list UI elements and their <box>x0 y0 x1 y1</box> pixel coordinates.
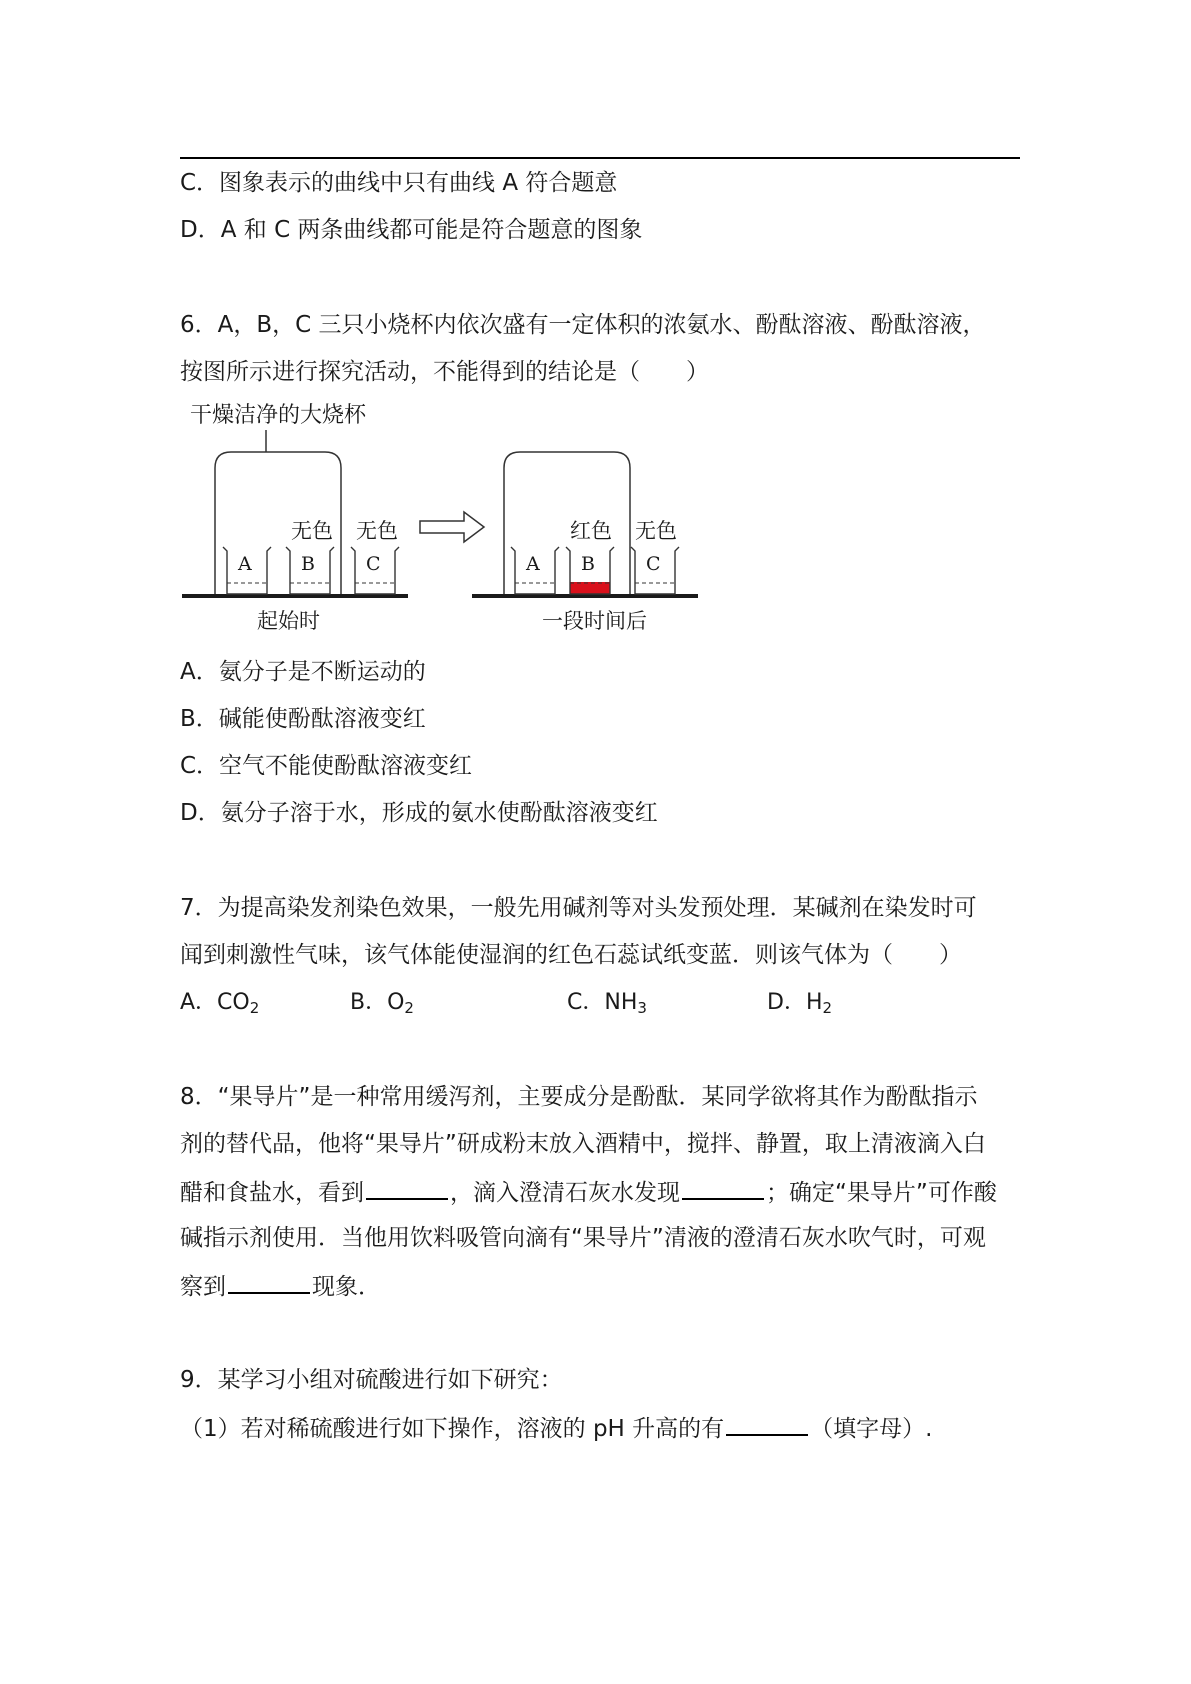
q8-line3: 醋和食盐水，看到 ，滴入澄清石灰水发现 ；确定“果导片”可作酸 <box>180 1176 997 1208</box>
q6-figure <box>180 398 720 638</box>
q6-stem-line1: 6．A，B，C 三只小烧杯内依次盛有一定体积的浓氨水、酚酞溶液、酚酞溶液， <box>180 312 986 338</box>
right-b-label: 红色 <box>570 519 612 543</box>
right-beaker-b-letter: B <box>581 553 595 575</box>
q9-stem: 9．某学习小组对硫酸进行如下研究： <box>180 1367 563 1393</box>
q6-option-a: A．氨分子是不断运动的 <box>180 659 426 685</box>
answer-blank-1[interactable] <box>366 1176 448 1200</box>
left-c-label: 无色 <box>356 519 398 543</box>
right-beaker-b-liquid <box>570 582 610 594</box>
left-beaker-c-letter: C <box>366 553 381 575</box>
right-beaker-c-letter: C <box>646 553 661 575</box>
arrow-icon <box>420 512 484 542</box>
q9-sub1: （1）若对稀硫酸进行如下操作，溶液的 pH 升高的有 （填字母）. <box>180 1412 932 1444</box>
q7-option-b: B．$O_2$ <box>350 990 414 1017</box>
q5-option-c: C．图象表示的曲线中只有曲线 A 符合题意 <box>180 170 618 196</box>
q6-option-c: C．空气不能使酚酞溶液变红 <box>180 753 473 779</box>
q6-stem-line2: 按图所示进行探究活动，不能得到的结论是（ ） <box>180 359 709 385</box>
q7-stem-line2: 闻到刺激性气味，该气体能使湿润的红色石蕊试纸变蓝．则该气体为（ ） <box>180 942 962 968</box>
q5-option-d: D．A 和 C 两条曲线都可能是符合题意的图象 <box>180 217 643 243</box>
q7-option-c: C．$NH_3$ <box>567 990 647 1017</box>
left-beaker-a-letter: A <box>238 553 252 575</box>
q8-line5: 察到 现象． <box>180 1270 381 1302</box>
q7-option-d: D．$H_2$ <box>767 990 833 1017</box>
figure-top-label: 干燥洁净的大烧杯 <box>190 403 367 428</box>
answer-blank-3[interactable] <box>228 1270 310 1294</box>
right-beaker-a-letter: A <box>526 553 540 575</box>
q8-line1: 8．“果导片”是一种常用缓泻剂，主要成分是酚酞．某同学欲将其作为酚酞指示 <box>180 1084 978 1110</box>
q7-option-a: A．$CO_2$ <box>180 990 260 1017</box>
header-rule <box>180 157 1020 159</box>
q7-stem-line1: 7．为提高染发剂染色效果，一般先用碱剂等对头发预处理．某碱剂在染发时可 <box>180 895 977 921</box>
right-c-label: 无色 <box>635 519 677 543</box>
q8-line2: 剂的替代品，他将“果导片”研成粉末放入酒精中，搅拌、静置，取上清液滴入白 <box>180 1131 986 1157</box>
q8-line4: 碱指示剂使用．当他用饮料吸管向滴有“果导片”清液的澄清石灰水吹气时，可观 <box>180 1225 986 1251</box>
left-caption: 起始时 <box>257 609 320 633</box>
answer-blank-4[interactable] <box>726 1412 808 1436</box>
left-beaker-b-letter: B <box>301 553 315 575</box>
answer-blank-2[interactable] <box>682 1176 764 1200</box>
q6-option-b: B．碱能使酚酞溶液变红 <box>180 706 426 732</box>
q6-option-d: D．氨分子溶于水，形成的氨水使酚酞溶液变红 <box>180 800 658 826</box>
left-b-label: 无色 <box>291 519 333 543</box>
right-caption: 一段时间后 <box>542 609 647 633</box>
